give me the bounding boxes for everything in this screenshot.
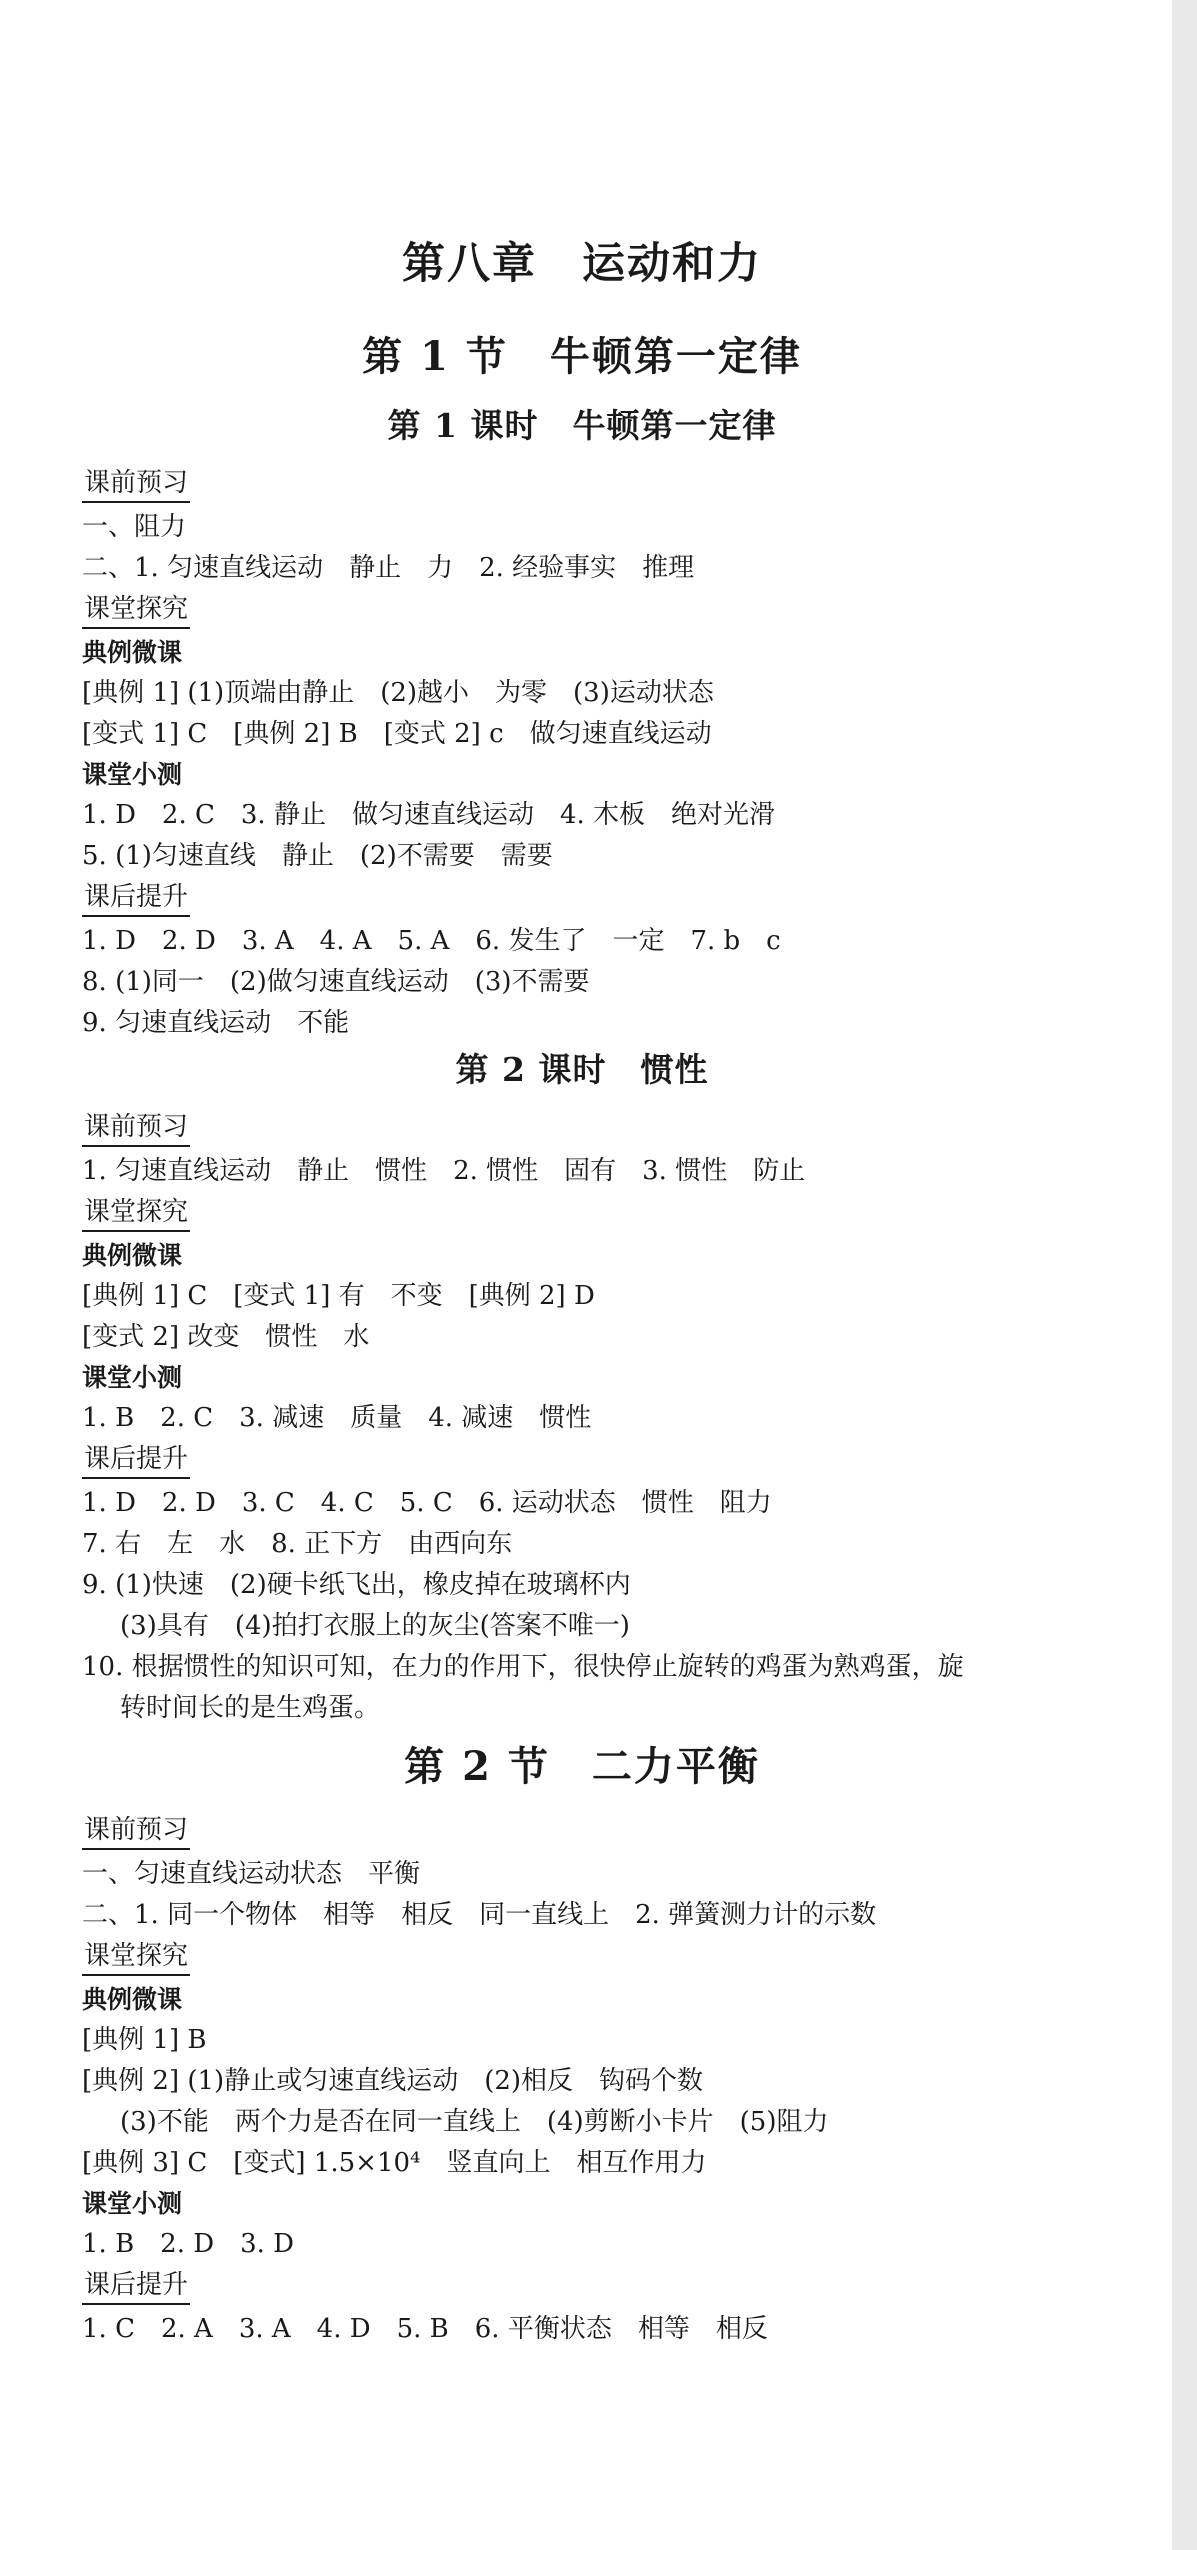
- answer-line: 5. (1)匀速直线 静止 (2)不需要 需要: [82, 841, 553, 871]
- part-heading-row: [82, 1810, 1082, 1854]
- answer-line: (3)具有 (4)拍打衣服上的灰尘(答案不唯一): [120, 1611, 630, 1641]
- subheading: 典例微课: [82, 638, 183, 667]
- part-heading: 课后提升: [82, 2269, 190, 2305]
- subheading: 典例微课: [82, 1241, 183, 1270]
- part-heading: 课前预习: [82, 1111, 190, 1147]
- lesson-title: 第 2 课时 惯性: [455, 1050, 709, 1089]
- subheading: 典例微课: [82, 1985, 183, 2014]
- answer-line: 10. 根据惯性的知识可知，在力的作用下，很快停止旋转的鸡蛋为熟鸡蛋，旋: [82, 1652, 964, 1682]
- answer-line: 1. D 2. C 3. 静止 做匀速直线运动 4. 木板 绝对光滑: [82, 800, 776, 830]
- part-heading: 课前预习: [82, 1814, 190, 1850]
- part-heading-row: [82, 1439, 1082, 1483]
- part-heading: 课后提升: [82, 1443, 190, 1479]
- answer-content: [82, 230, 1082, 2350]
- answer-line: 9. 匀速直线运动 不能: [82, 1008, 350, 1038]
- part-heading-row: [82, 877, 1082, 921]
- answer-line: 1. 匀速直线运动 静止 惯性 2. 惯性 固有 3. 惯性 防止: [82, 1156, 806, 1186]
- chapter-title: 第八章 运动和力: [402, 239, 762, 289]
- part-heading-row: [82, 589, 1082, 633]
- answer-line: [典例 2] (1)静止或匀速直线运动 (2)相反 钩码个数: [82, 2066, 704, 2096]
- part-heading-row: [82, 1107, 1082, 1151]
- part-heading: 课前预习: [82, 467, 190, 503]
- answer-line: 9. (1)快速 (2)硬卡纸飞出，橡皮掉在玻璃杯内: [82, 1570, 631, 1600]
- answer-line: 1. D 2. D 3. C 4. C 5. C 6. 运动状态 惯性 阻力: [82, 1488, 772, 1518]
- part-heading: 课堂探究: [82, 1196, 190, 1232]
- answer-line: 1. B 2. C 3. 减速 质量 4. 减速 惯性: [82, 1403, 592, 1433]
- part-heading-row: [82, 1192, 1082, 1236]
- part-heading-row: [82, 2265, 1082, 2309]
- answer-line: 1. B 2. D 3. D: [82, 2229, 295, 2259]
- answer-line: 转时间长的是生鸡蛋。: [120, 1693, 381, 1723]
- answer-line: 二、1. 同一个物体 相等 相反 同一直线上 2. 弹簧测力计的示数: [82, 1900, 877, 1930]
- answer-line: 一、阻力: [82, 512, 187, 542]
- answer-line: [典例 1] (1)顶端由静止 (2)越小 为零 (3)运动状态: [82, 678, 714, 708]
- answer-line: [典例 3] C [变式] 1.5×10⁴ 竖直向上 相互作用力: [82, 2148, 707, 2178]
- answer-line: 1. D 2. D 3. A 4. A 5. A 6. 发生了 一定 7. b c: [82, 926, 781, 956]
- part-heading-row: [82, 1936, 1082, 1980]
- answer-line: [变式 2] 改变 惯性 水: [82, 1322, 370, 1352]
- part-heading: 课堂探究: [82, 593, 190, 629]
- part-heading: 课堂探究: [82, 1940, 190, 1976]
- answer-line: [典例 1] B: [82, 2025, 207, 2055]
- answer-line: 1. C 2. A 3. A 4. D 5. B 6. 平衡状态 相等 相反: [82, 2314, 768, 2344]
- section-title: 第 2 节 二力平衡: [404, 1743, 760, 1790]
- subheading: 课堂小测: [82, 760, 183, 789]
- answer-line: 8. (1)同一 (2)做匀速直线运动 (3)不需要: [82, 967, 590, 997]
- subheading: 课堂小测: [82, 1363, 183, 1392]
- answer-line: 7. 右 左 水 8. 正下方 由西向东: [82, 1529, 513, 1559]
- part-heading-row: [82, 463, 1082, 507]
- section-title: 第 1 节 牛顿第一定律: [362, 333, 802, 380]
- answer-line: 二、1. 匀速直线运动 静止 力 2. 经验事实 推理: [82, 553, 695, 583]
- subheading: 课堂小测: [82, 2189, 183, 2218]
- answer-line: [变式 1] C [典例 2] B [变式 2] c 做匀速直线运动: [82, 719, 712, 749]
- lesson-title: 第 1 课时 牛顿第一定律: [387, 406, 777, 445]
- part-heading: 课后提升: [82, 881, 190, 917]
- answer-line: (3)不能 两个力是否在同一直线上 (4)剪断小卡片 (5)阻力: [120, 2107, 829, 2137]
- answer-line: 一、匀速直线运动状态 平衡: [82, 1859, 421, 1889]
- answer-line: [典例 1] C [变式 1] 有 不变 [典例 2] D: [82, 1281, 595, 1311]
